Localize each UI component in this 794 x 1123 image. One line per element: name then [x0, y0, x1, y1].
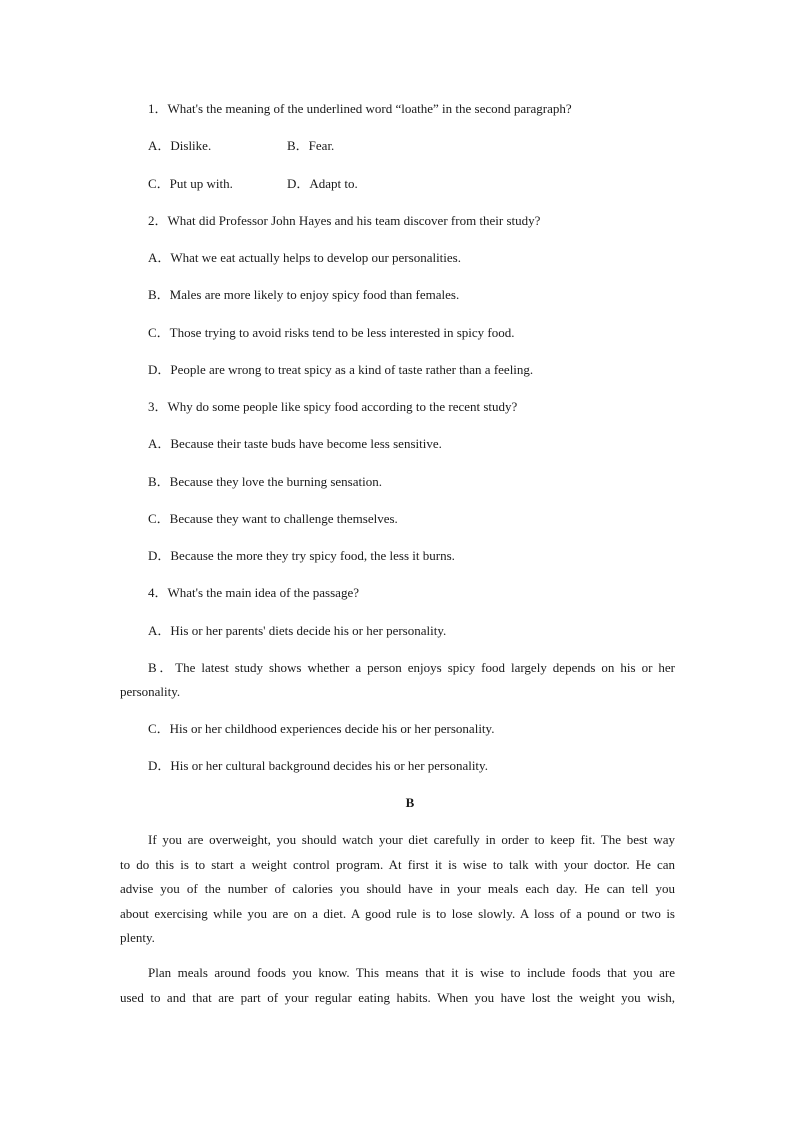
passage-line: about exercising while you are on a diet. A good rule is to lose slowly. A loss of a pound or two is: [120, 905, 675, 921]
passage-line: Plan meals around foods you know. This means that it is wise to include foods that you are: [148, 965, 675, 980]
question-2-option-b: B．Males are more likely to enjoy spicy food than females.: [148, 287, 460, 302]
question-4-option-a: A．His or her parents' diets decide his or her personality.: [148, 623, 447, 638]
question-3-option-a: A．Because their taste buds have become less sensitive.: [148, 436, 442, 451]
passage-line: used to and that are part of your regular eating habits. When you have lost the weight you wish,: [120, 989, 675, 1005]
question-1-option-d: D．Adapt to.: [287, 176, 358, 191]
question-1-option-b: B．Fear.: [287, 138, 335, 153]
question-3-option-c: C．Because they want to challenge themselves.: [148, 511, 398, 526]
question-3-stem: 3．Why do some people like spicy food according to the recent study?: [148, 399, 518, 414]
question-4-stem: 4．What's the main idea of the passage?: [148, 585, 359, 600]
question-4-option-d: D．His or her cultural background decides his or her personality.: [148, 758, 488, 773]
question-2-stem: 2．What did Professor John Hayes and his team discover from their study?: [148, 213, 541, 228]
question-2-option-d: D．People are wrong to treat spicy as a kind of taste rather than a feeling.: [148, 362, 534, 377]
question-2-option-c: C．Those trying to avoid risks tend to be less interested in spicy food.: [148, 325, 515, 340]
question-1-stem: 1．What's the meaning of the underlined word “loathe” in the second paragraph?: [148, 101, 572, 116]
passage-line: plenty.: [120, 930, 155, 945]
section-heading: B: [405, 795, 415, 810]
passage-line: to do this is to start a weight control program. At first it is wise to talk with your doctor. He can: [120, 856, 675, 872]
question-3-option-b: B．Because they love the burning sensation.: [148, 474, 382, 489]
passage-line: advise you of the number of calories you should have in your meals each day. He can tell you: [120, 881, 675, 896]
question-4-option-b-continued: personality.: [120, 684, 181, 699]
question-4-option-b: B．The latest study shows whether a person enjoys spicy food largely depends on his or her: [148, 660, 675, 675]
passage-line: If you are overweight, you should watch your diet carefully in order to keep fit. The best way: [148, 832, 675, 847]
passage-paragraph-2: [120, 961, 675, 1010]
question-4-option-c: C．His or her childhood experiences decide his or her personality.: [148, 721, 495, 736]
question-1-option-c: C．Put up with.: [148, 176, 233, 191]
question-3-option-d: D．Because the more they try spicy food, the less it burns.: [148, 548, 455, 563]
passage-paragraph-1: [120, 828, 675, 951]
question-1-option-a: A．Dislike.: [148, 138, 212, 153]
question-2-option-a: A．What we eat actually helps to develop our personalities.: [148, 250, 461, 265]
